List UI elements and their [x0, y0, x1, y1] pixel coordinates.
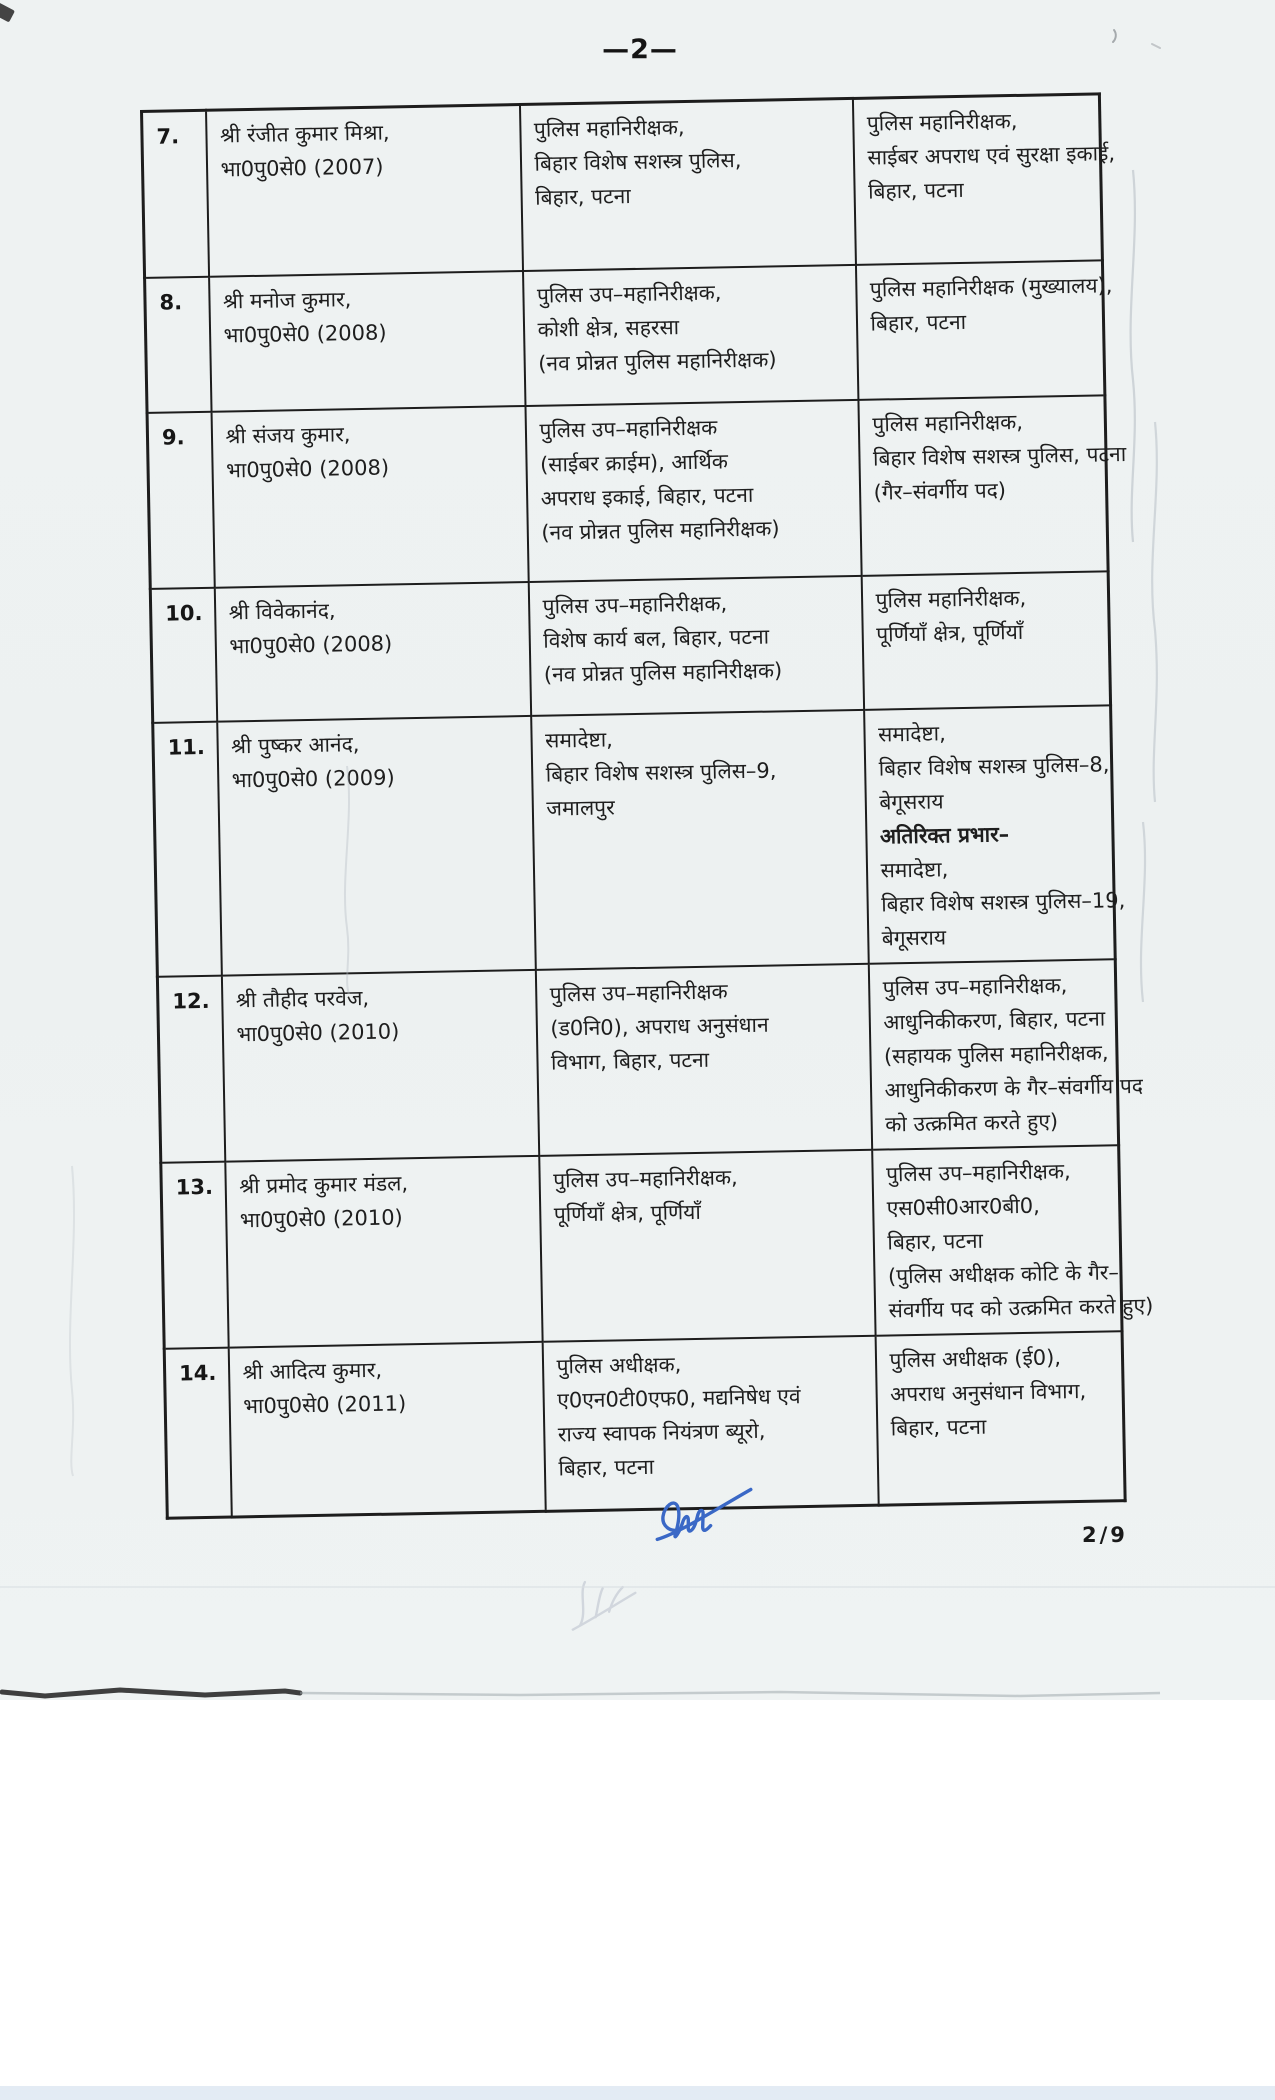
scan-artifact-corner [0, 3, 15, 23]
text-line: बिहार विशेष सशस्त्र पुलिस–8, [878, 751, 1110, 781]
text-line: पुलिस उप–महानिरीक्षक, [542, 590, 728, 619]
new-posting-cell [861, 571, 1110, 710]
table-row [153, 705, 1115, 977]
text-line: समादेष्टा, [544, 726, 614, 753]
text-line: पूर्णियाँ क्षेत्र, पूर्णियाँ [553, 1199, 702, 1227]
table-row [145, 260, 1105, 413]
text-line: बिहार विशेष सशस्त्र पुलिस, पटना [872, 441, 1127, 471]
officer-name-cell [225, 1155, 542, 1347]
current-posting-cell [525, 399, 861, 581]
text-line: को उत्क्रमित करते हुए) [884, 1108, 1059, 1137]
text-line: श्री प्रमोद कुमार मंडल, [239, 1170, 409, 1198]
page-number-bottom: 2/9 [1082, 1523, 1128, 1547]
serial-cell: 13. [161, 1161, 228, 1348]
text-line: बिहार विशेष सशस्त्र पुलिस–19, [880, 887, 1126, 917]
text-line: जमालपुर [546, 794, 615, 821]
text-line: बिहार, पटना [870, 309, 967, 336]
text-line: पुलिस महानिरीक्षक, [872, 409, 1024, 437]
bleedthrough-signature [553, 1561, 660, 1641]
text-line: पुलिस उप–महानिरीक्षक, [882, 972, 1068, 1001]
scan-bottom-strip [0, 2086, 1275, 2100]
text-line: श्री रंजीत कुमार मिश्रा, [219, 120, 390, 148]
officer-name-cell [214, 581, 530, 721]
table-row [164, 1331, 1125, 1519]
text-line: कोशी क्षेत्र, सहरसा [537, 314, 680, 342]
new-posting-cell [872, 1145, 1154, 1335]
text-line: (गैर–संवर्गीय पद) [873, 477, 1007, 505]
text-line: पुलिस महानिरीक्षक, [875, 585, 1027, 613]
new-posting-cell [855, 260, 1113, 400]
serial-cell: 8. [145, 276, 211, 412]
signature-ink [647, 1481, 760, 1547]
text-line: समादेष्टा, [877, 720, 947, 747]
text-line: पुलिस महानिरीक्षक, [533, 115, 685, 142]
officers-table [140, 92, 1154, 1519]
text-line: श्री मनोज कुमार, [222, 286, 352, 314]
serial-cell: 14. [164, 1347, 231, 1518]
text-line: आधुनिकीकरण, बिहार, पटना [883, 1005, 1106, 1035]
table-row [147, 395, 1108, 589]
serial-cell: 7. [142, 110, 209, 277]
text-line: (नव प्रोन्नत पुलिस महानिरीक्षक) [541, 515, 780, 545]
current-posting-cell [531, 709, 869, 969]
text-line: श्री विवेकानंद, [228, 598, 336, 624]
text-line: साईबर अपराध एवं सुरक्षा इकाई, [867, 141, 1116, 170]
text-line: भा0पु0से0 (2009) [231, 764, 395, 792]
current-posting-cell [539, 1149, 875, 1341]
serial-cell: 9. [147, 411, 214, 588]
new-posting-cell [858, 395, 1127, 575]
scan-artifact-right-margin [1115, 160, 1185, 1080]
table-row [161, 1145, 1122, 1349]
table-row [150, 571, 1110, 723]
officer-name-cell [221, 969, 538, 1161]
new-posting-cell [864, 705, 1126, 963]
text-line: पुलिस उप–महानिरीक्षक [549, 978, 728, 1007]
text-line: पुलिस उप–महानिरीक्षक, [552, 1164, 738, 1193]
text-line: पुलिस उप–महानिरीक्षक, [536, 279, 722, 308]
paper-bottom-edge [0, 1680, 1275, 1704]
serial-cell: 12. [157, 975, 224, 1162]
text-line: भा0पु0से0 (2008) [225, 454, 390, 482]
text-line: भा0पु0से0 (2011) [243, 1390, 407, 1418]
text-line: पुलिस उप–महानिरीक्षक [539, 414, 718, 443]
officers-table-body [142, 94, 1154, 1518]
officer-name-cell [209, 271, 525, 412]
text-line: पूर्णियाँ क्षेत्र, पूर्णियाँ [876, 619, 1024, 647]
officer-name-cell [217, 715, 536, 975]
text-line: बिहार, पटना [887, 1228, 984, 1254]
text-line: समादेष्टा, [880, 856, 949, 883]
scan-artifact-left-margin [52, 1160, 96, 1480]
text-line: बेगूसराय [881, 924, 947, 951]
scan-artifact-mid-margin [333, 758, 373, 998]
text-line: पुलिस महानिरीक्षक (मुख्यालय), [869, 272, 1113, 302]
text-line: एस0सी0आर0बी0, [886, 1193, 1040, 1220]
new-posting-cell [852, 94, 1116, 264]
text-line: अपराध अनुसंधान विभाग, [889, 1378, 1087, 1406]
officers-table-grid [140, 92, 1154, 1519]
text-line: राज्य स्वापक नियंत्रण ब्यूरो, [557, 1418, 766, 1447]
officer-name-cell [228, 1341, 545, 1517]
text-line: भा0पु0से0 (2008) [223, 320, 387, 348]
text-line: भा0पु0से0 (2010) [236, 1018, 400, 1046]
text-line: बिहार, पटना [890, 1414, 987, 1440]
text-line: पुलिस अधीक्षक (ई0), [889, 1344, 1062, 1372]
scan-crease [0, 1586, 1275, 1588]
current-posting-cell [523, 264, 858, 405]
text-line: बिहार, पटना [558, 1454, 655, 1481]
text-line: (पुलिस अधीक्षक कोटि के गैर– [887, 1259, 1120, 1288]
text-line: विभाग, बिहार, पटना [550, 1047, 710, 1075]
table-row [157, 959, 1118, 1163]
text-line: श्री तौहीद परवेज, [235, 985, 370, 1012]
text-line: (सहायक पुलिस महानिरीक्षक, [883, 1039, 1109, 1069]
text-line: (नव प्रोन्नत पुलिस महानिरीक्षक) [537, 346, 777, 376]
text-line: बेगूसराय [879, 788, 944, 815]
current-posting-cell [535, 963, 871, 1155]
page-number-top: —2— [602, 34, 678, 65]
text-line: भा0पु0से0 (2010) [239, 1204, 403, 1232]
text-line: अपराध इकाई, बिहार, पटना [540, 482, 754, 511]
text-line: आधुनिकीकरण के गैर–संवर्गीय पद [884, 1073, 1144, 1103]
table-row [142, 94, 1103, 278]
new-posting-cell [868, 959, 1144, 1149]
text-line: बिहार, पटना [534, 184, 631, 210]
text-line: बिहार विशेष सशस्त्र पुलिस, [534, 147, 742, 176]
text-line: संवर्गीय पद को उत्क्रमित करते हुए) [888, 1293, 1154, 1322]
text-line: विशेष कार्य बल, बिहार, पटना [543, 624, 770, 653]
current-posting-cell [528, 575, 863, 715]
text-line: पुलिस महानिरीक्षक, [866, 108, 1018, 136]
text-line: अतिरिक्त प्रभार– [879, 821, 1010, 849]
serial-cell: 11. [153, 721, 222, 976]
officer-name-cell [211, 405, 528, 587]
officer-name-cell [206, 105, 523, 277]
text-line: (नव प्रोन्नत पुलिस महानिरीक्षक) [543, 657, 783, 687]
current-posting-cell [519, 98, 855, 270]
text-line: भा0पु0से0 (2007) [220, 154, 384, 182]
serial-cell: 10. [150, 587, 216, 722]
text-line: ए0एन0टी0एफ0, मद्यनिषेध एवं [556, 1383, 801, 1413]
scan-artifact-top-right [1100, 24, 1180, 64]
text-line: भा0पु0से0 (2008) [229, 630, 393, 658]
text-line: (ड0नि0), अपराध अनुसंधान [550, 1012, 769, 1041]
text-line: पुलिस उप–महानिरीक्षक, [885, 1158, 1071, 1187]
text-line: श्री आदित्य कुमार, [242, 1357, 383, 1384]
text-line: बिहार, पटना [867, 177, 964, 204]
text-line: श्री संजय कुमार, [225, 421, 351, 448]
text-line: पुलिस अधीक्षक, [556, 1351, 682, 1379]
text-line: श्री पुष्कर आनंद, [230, 731, 360, 758]
new-posting-cell [875, 1331, 1125, 1505]
text-line: बिहार विशेष सशस्त्र पुलिस–9, [545, 757, 777, 787]
text-line: (साईबर क्राईम), आर्थिक [539, 448, 729, 477]
